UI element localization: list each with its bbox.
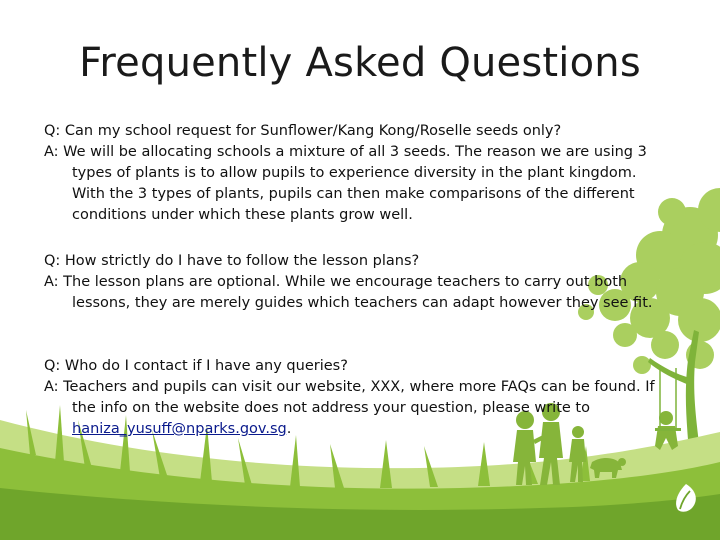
page-title: Frequently Asked Questions bbox=[79, 40, 641, 86]
faq-question-2: Q: How strictly do I have to follow the lesson plans? bbox=[44, 253, 420, 269]
faq-answer-2: A: The lesson plans are optional. While we encourage teachers to carry out both lessons, they are merely guides which teachers can adapt however they see fit. bbox=[44, 274, 653, 311]
faq-answer-3-suffix: . bbox=[286, 421, 292, 437]
faq-answer-1: A: We will be allocating schools a mixture of all 3 seeds. The reason we are using 3 types of plants is to allow pupils to experience diversity in the plant kingdom. With the 3 types of plants, pupils can then make comparisons of the different conditions under which these plants grow well. bbox=[44, 144, 647, 223]
faq-item-1 bbox=[44, 121, 664, 226]
leaf-logo-icon bbox=[668, 482, 704, 522]
faq-answer-3-text: A: Teachers and pupils can visit our website, XXX, where more FAQs can be found. If the info on the website does not address your question, please write to bbox=[44, 379, 655, 416]
faq-item-2 bbox=[44, 251, 664, 314]
faq-answer-3 bbox=[44, 377, 664, 440]
faq-question-3: Q: Who do I contact if I have any queries? bbox=[44, 358, 348, 374]
faq-question-1: Q: Can my school request for Sunflower/Kang Kong/Roselle seeds only? bbox=[44, 123, 562, 139]
faq-item-3 bbox=[44, 356, 664, 440]
contact-email-link[interactable]: haniza_yusuff@nparks.gov.sg bbox=[72, 421, 287, 437]
nparks-logo bbox=[668, 482, 704, 522]
